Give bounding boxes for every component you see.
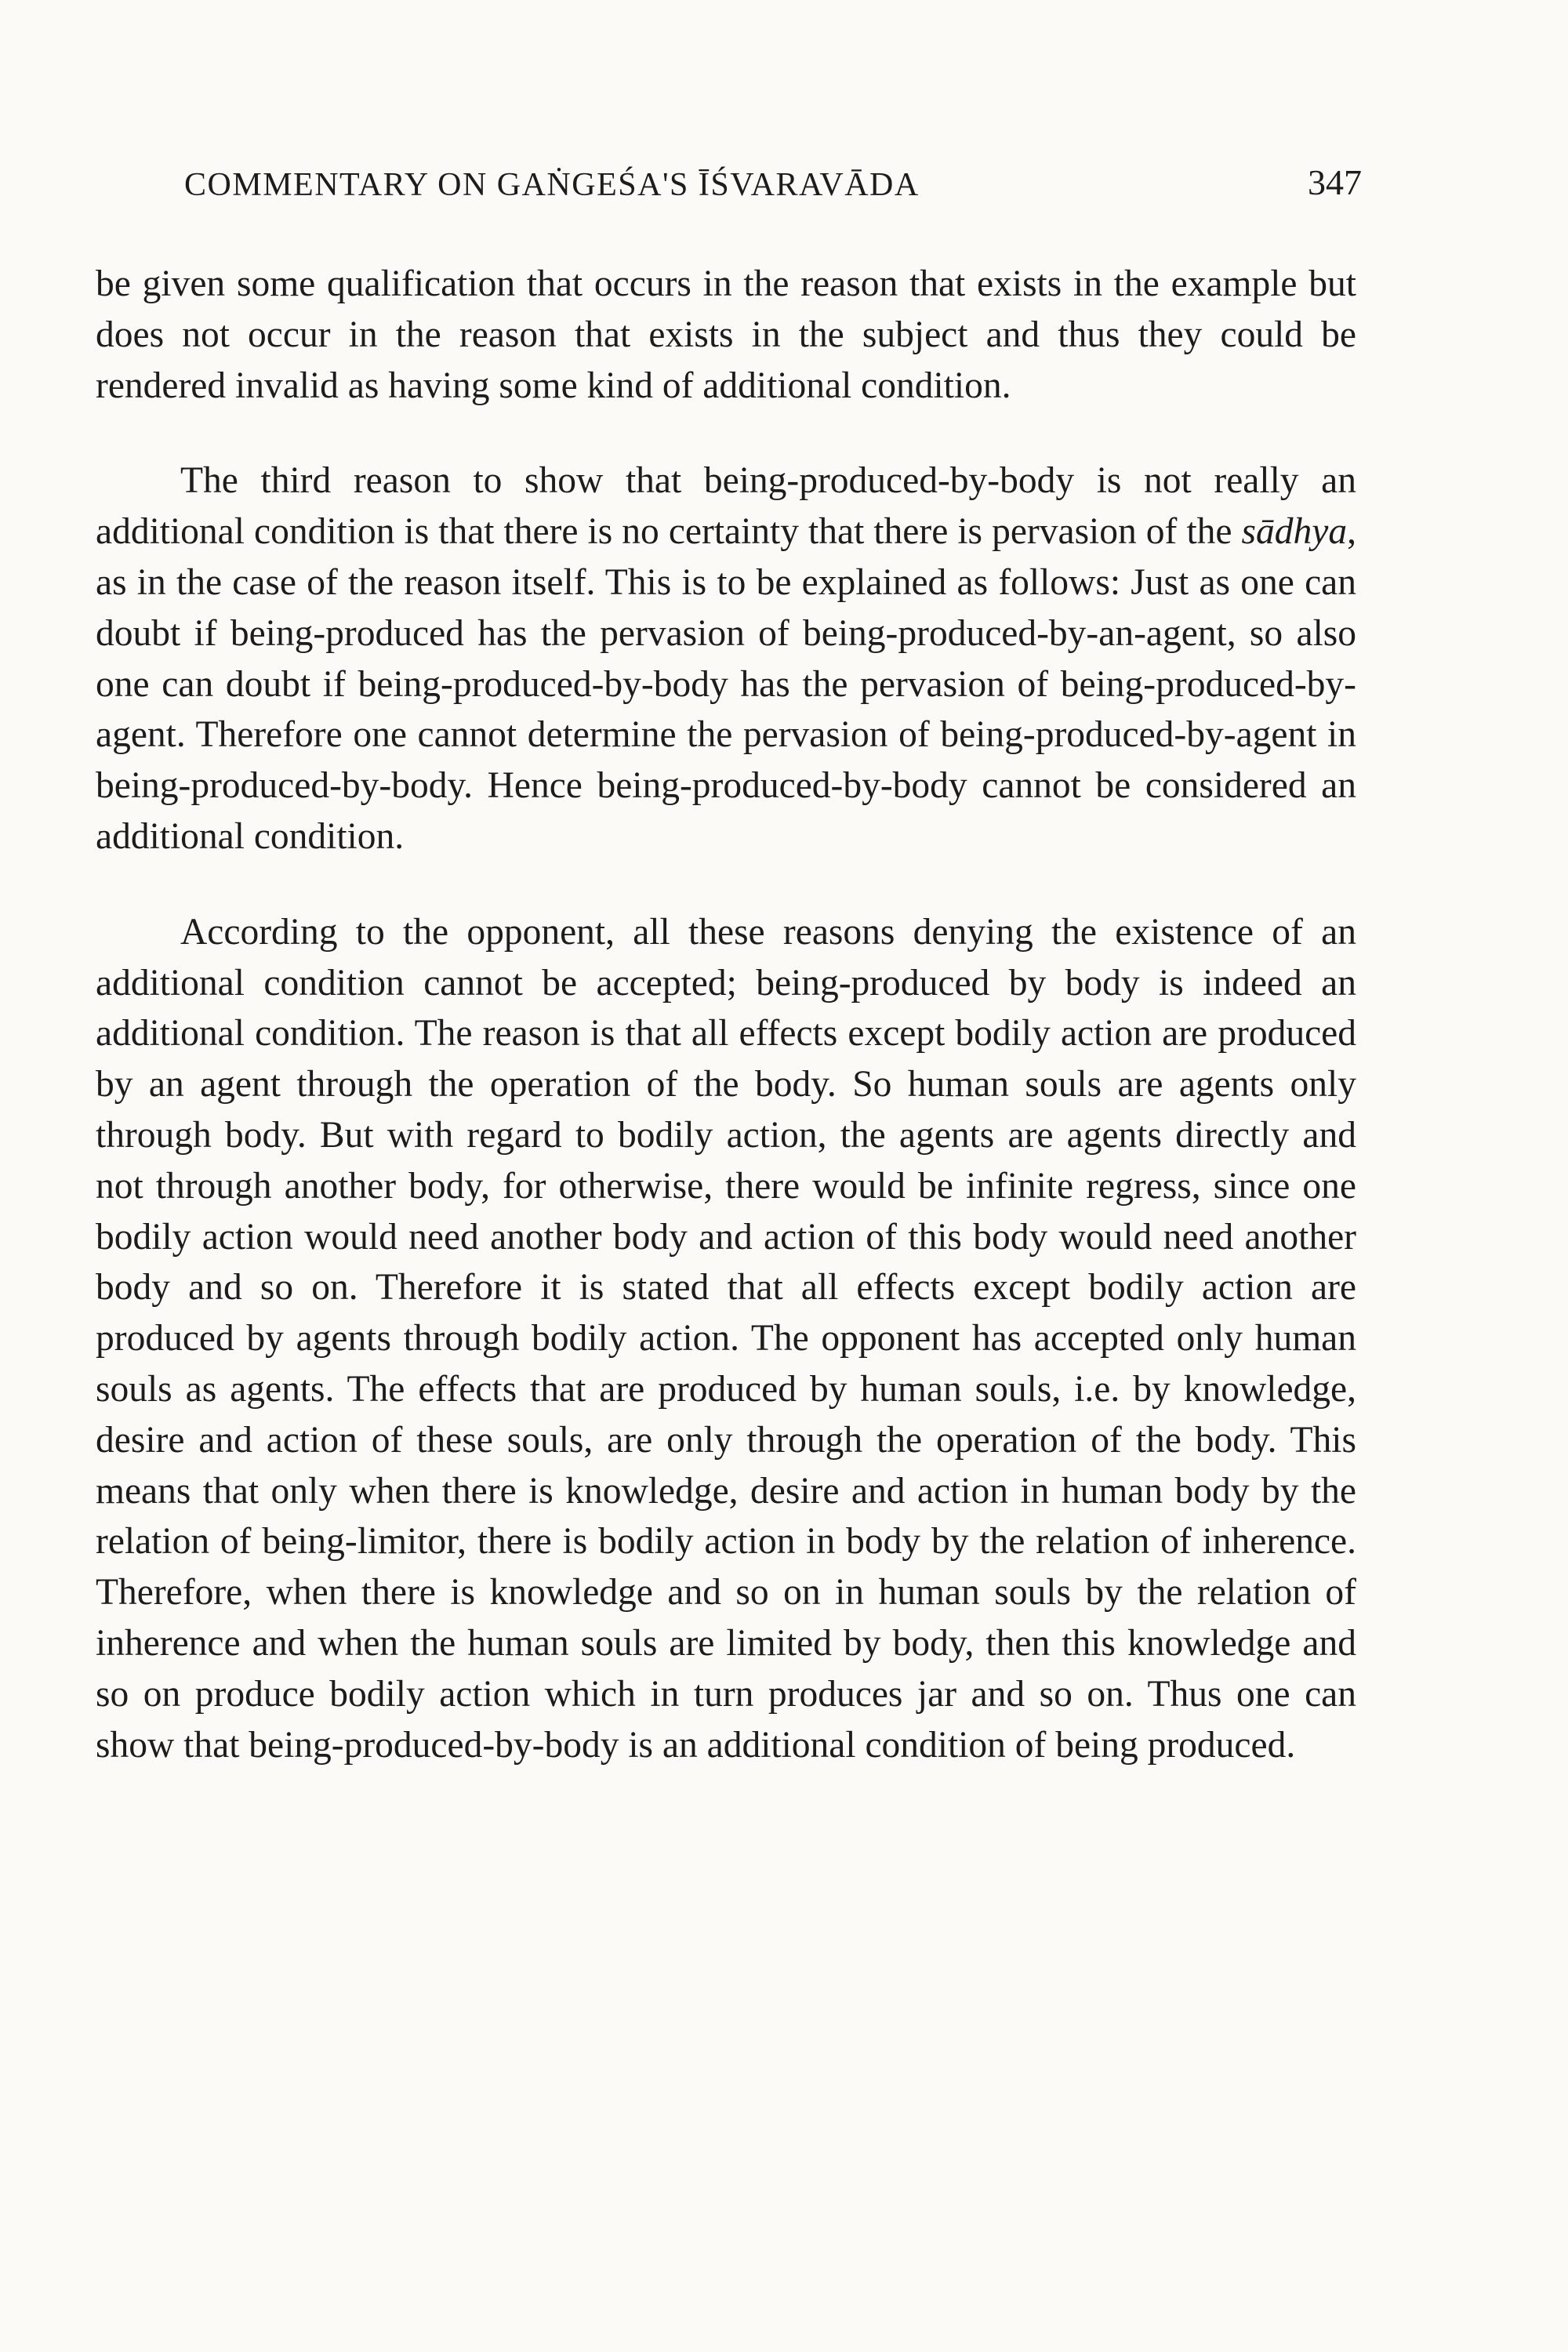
paragraph-third-reason xyxy=(96,456,1356,862)
running-head xyxy=(98,162,1362,213)
paragraph-text-before-term: The third reason to show that being-produced-by-body is not really an additional condition is that there is no certainty that there is pervasion of the xyxy=(96,460,1356,553)
running-head-title: COMMENTARY ON GAṄGEŚA'S ĪŚVARAVĀDA xyxy=(184,167,920,203)
paragraph-text-after-term: , as in the case of the reason itself. This is to be explained as follows: Just as one can doubt if being-produced has the pervasion of being-produced-by-an-agent, so also one can doubt if being-produced-by-body has the pervasion of being-produced-by-agent. Therefore one cannot determine the pervasion of being-produced-by-agent in being-produced-by-body. Hence being-produced-by-body cannot be considered an additional condition. xyxy=(96,511,1356,857)
paragraph-opponent: According to the opponent, all these reasons denying the existence of an additional condition cannot be accepted; being-produced by body is indeed an additional condition. The reason is that all effects except bodily action are produced by an agent through the operation of the body. So human souls are agents only through body. But with regard to bodily action, the agents are agents directly and not through another body, for otherwise, there would be infinite regress, since one bodily action would need another body and action of this body would need another body and so on. Therefore it is stated that all effects except bodily action are produced by agents through bodily action. The opponent has accepted only human souls as agents. The effects that are produced by human souls, i.e. by knowledge, desire and action of these souls, are only through the operation of the body. This means that only when there is knowledge, desire and action in human body by the relation of being-limitor, there is bodily action in body by the relation of inherence. Therefore, when there is knowledge and so on in human souls by the relation of inherence and when the human souls are limited by body, then this knowledge and so on produce bodily action which in turn produces jar and so on. Thus one can show that being-produced-by-body is an additional condition of being produced. xyxy=(96,911,1356,1766)
page-number: 347 xyxy=(1308,162,1362,202)
body-text xyxy=(96,259,1356,1770)
sadhya-term: sādhya xyxy=(1241,511,1348,553)
paragraph-continued: be given some qualification that occurs in the reason that exists in the example but does not occur in the reason that exists in the subject and thus they could be rendered invalid as having some kind of additional condition. xyxy=(96,263,1356,406)
